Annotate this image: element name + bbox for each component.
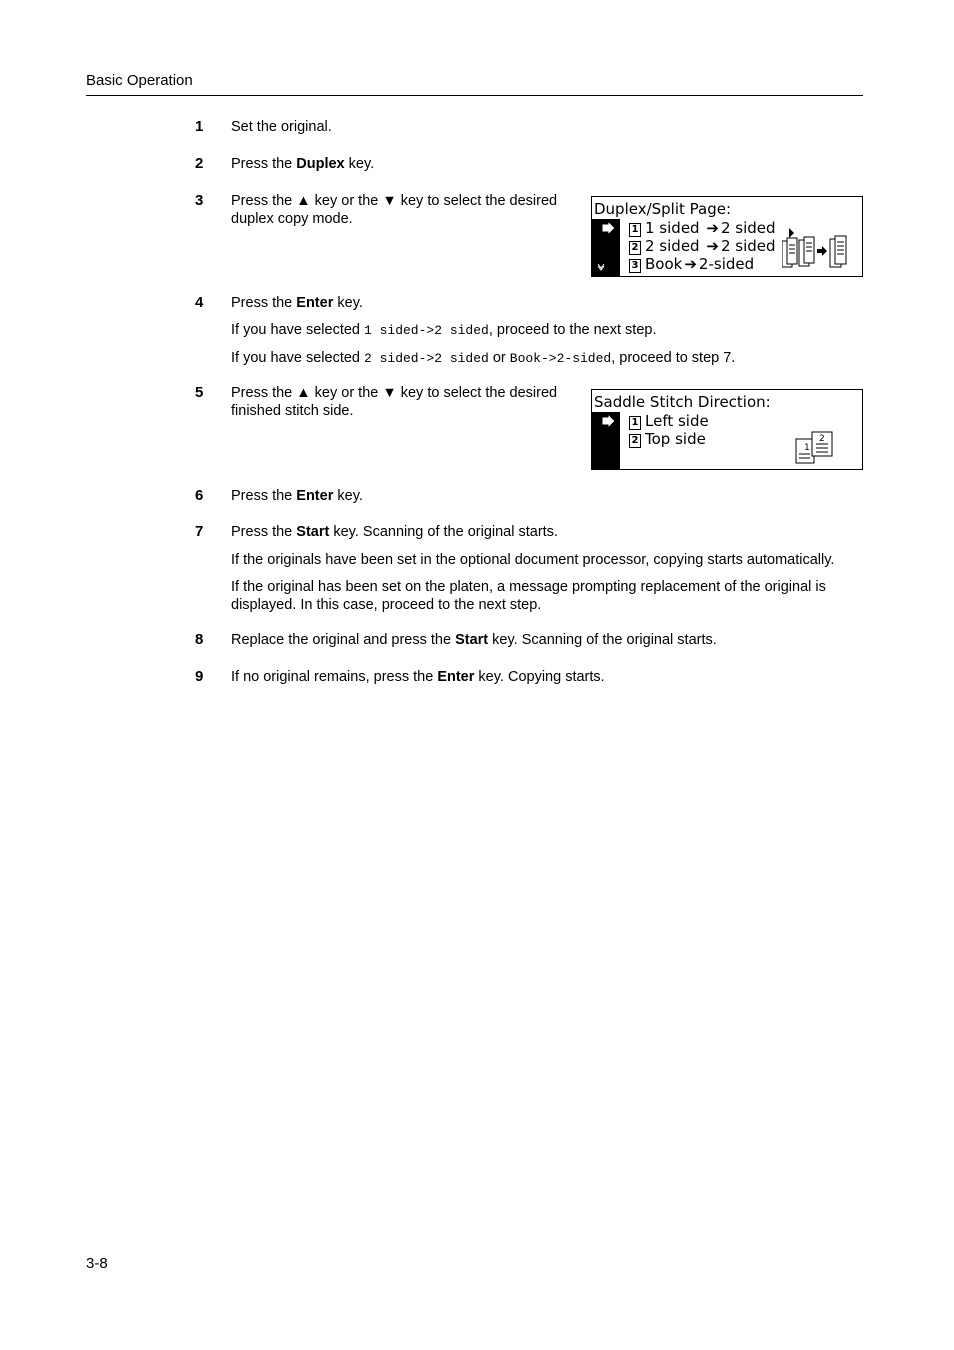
lcd-option-2[interactable]: 2 Top side [629, 430, 706, 448]
step-note: If you have selected 1 sided->2 sided, proceed to the next step. [231, 322, 657, 338]
lcd-option-1[interactable]: 1 Left side [629, 412, 709, 430]
step-number: 5 [195, 384, 204, 401]
lcd-option-2[interactable]: 2 2 sided ➔ 2 sided [629, 237, 776, 255]
step-note: If the originals have been set in the optional document processor, copying starts automatically. [231, 552, 835, 568]
page-header: Basic Operation [86, 72, 193, 89]
cursor-arrow-icon [592, 412, 620, 432]
lcd-option-1[interactable]: 1 1 sided ➔ 2 sided [629, 219, 776, 237]
step-number: 3 [195, 192, 204, 209]
step-text: Press the Start key. Scanning of the original starts. [231, 524, 558, 540]
step-number: 9 [195, 668, 204, 685]
duplex-diagram-icon [782, 223, 857, 273]
step-number: 1 [195, 118, 204, 135]
step-number: 7 [195, 523, 204, 540]
arrow-right-icon: ➔ [684, 255, 697, 273]
cursor-arrow-icon [592, 219, 620, 276]
svg-text:1: 1 [804, 443, 810, 453]
lcd-option-3[interactable]: 3 Book ➔ 2-sided [629, 255, 754, 273]
lcd-duplex-screen [591, 196, 863, 277]
saddle-stitch-diagram-icon [795, 430, 835, 466]
svg-text:2: 2 [819, 434, 825, 444]
step-note: If you have selected 2 sided->2 sided or Book->2-sided, proceed to step 7. [231, 350, 736, 366]
step-text: Press the ▲ key or the ▼ key to select the desired finished stitch side. [231, 385, 558, 419]
lcd-title: Saddle Stitch Direction: [594, 393, 771, 411]
step-text: Replace the original and press the Start key. Scanning of the original starts. [231, 632, 717, 648]
lcd-cursor-strip [592, 412, 620, 469]
step-text: Press the Enter key. [231, 295, 363, 311]
arrow-right-icon: ➔ [706, 237, 719, 255]
step-number: 4 [195, 294, 204, 311]
step-text: Press the Duplex key. [231, 156, 375, 172]
step-note: If the original has been set on the platen, a message prompting replacement of the original is displayed. In this case, proceed to the next step. [231, 579, 826, 613]
step-text: If no original remains, press the Enter key. Copying starts. [231, 669, 605, 685]
step-text: Set the original. [231, 119, 332, 135]
step-number: 2 [195, 155, 204, 172]
page-number: 3-8 [86, 1255, 108, 1272]
header-rule [86, 95, 863, 96]
lcd-stitch-screen [591, 389, 863, 470]
step-number: 6 [195, 487, 204, 504]
arrow-right-icon: ➔ [706, 219, 719, 237]
lcd-cursor-strip [592, 219, 620, 276]
step-text: Press the Enter key. [231, 488, 363, 504]
lcd-title: Duplex/Split Page: [594, 200, 732, 218]
step-text: Press the ▲ key or the ▼ key to select the desired duplex copy mode. [231, 193, 558, 227]
step-number: 8 [195, 631, 204, 648]
